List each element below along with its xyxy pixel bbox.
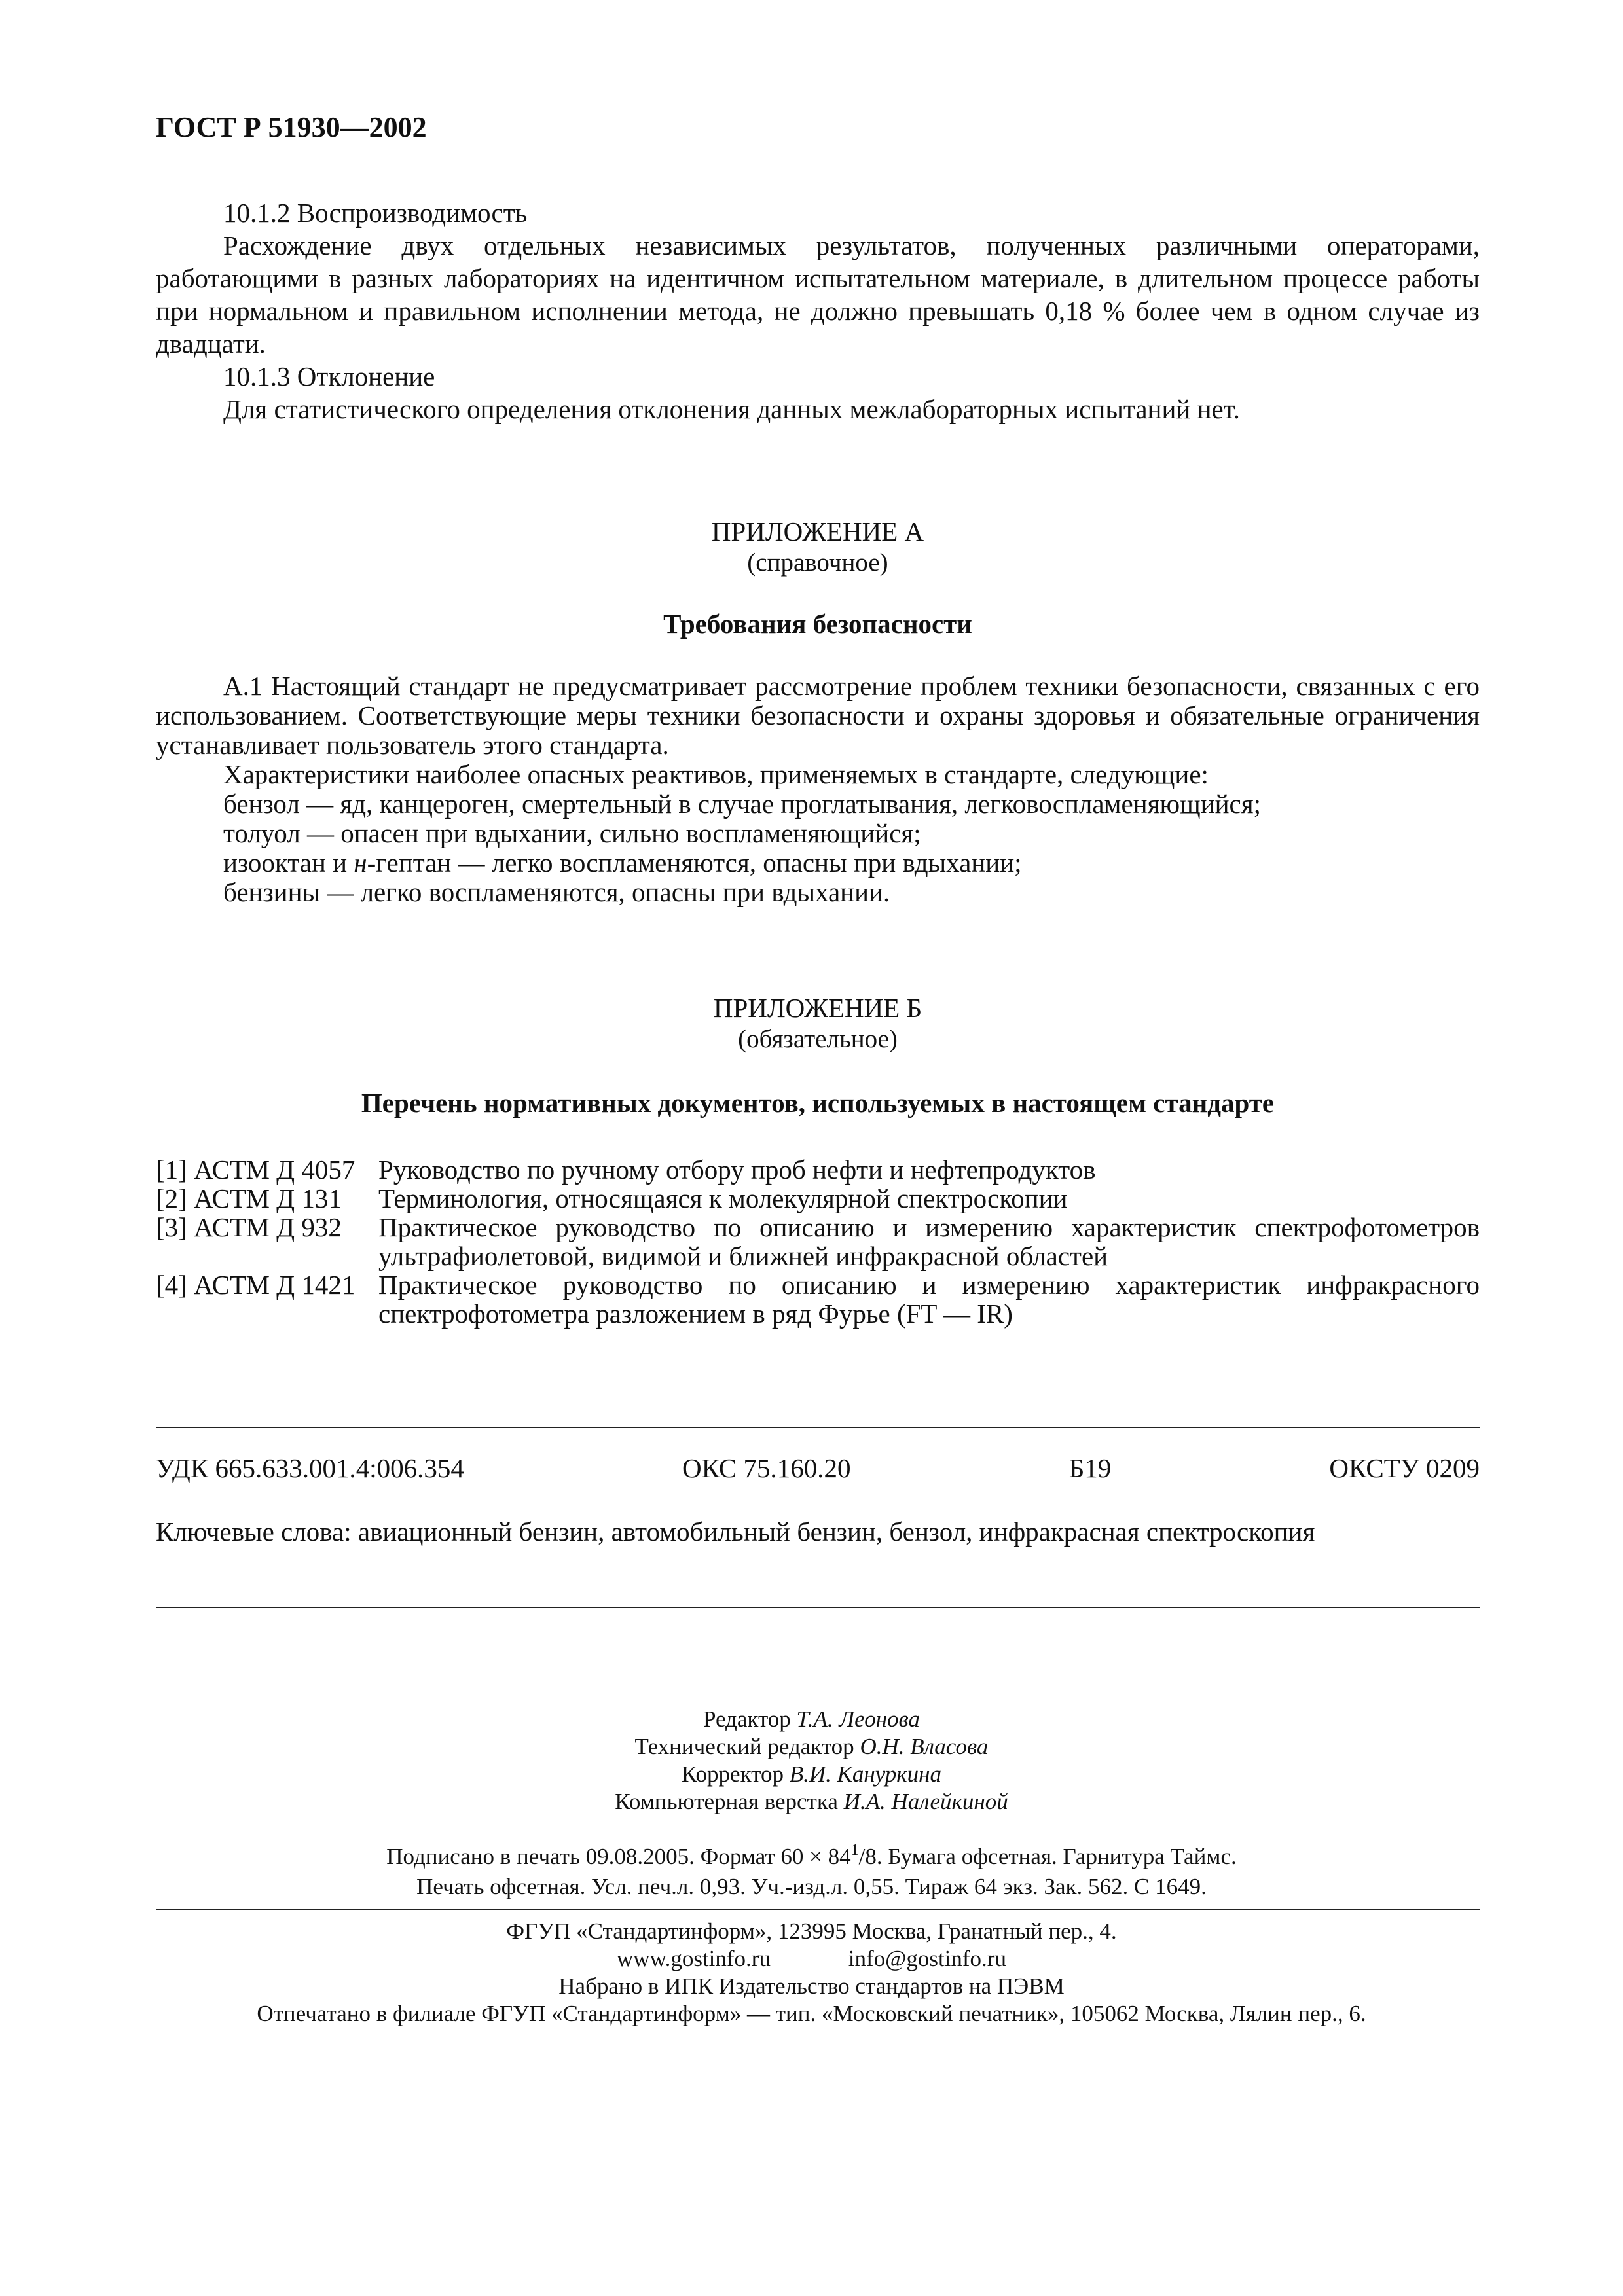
standard-header: ГОСТ Р 51930—2002 [156,111,427,143]
reference-title: Практическое руководство по описанию и измерению характеристик спектрофотометров ультрафиолетовой, видимой и ближней инфракрасной областей [378,1212,1480,1271]
section-10-1-2 [156,196,1480,425]
reference-item [156,1213,1480,1270]
print-info [0,1835,1623,1902]
appendix-b-heading: Перечень нормативных документов, используемых в настоящем стандарте [361,1088,1275,1118]
classification-row [156,1452,1480,1484]
reference-number: [2] АСТМ Д 131 [156,1183,342,1213]
reference-title: Руководство по ручному отбору проб нефти и нефтепродуктов [378,1155,1096,1185]
hazard-item: толуол — опасен при вдыхании, сильно воспламеняющийся; [223,818,921,848]
reference-list [156,1155,1480,1328]
credit-line: Корректор В.И. Кануркина [681,1761,942,1787]
oks-code: ОКС 75.160.20 [682,1453,851,1483]
hazard-intro: Характеристики наиболее опасных реактивов, применяемых в стандарте, следующие: [223,759,1209,789]
email-link[interactable]: info@gostinfo.ru [848,1946,1006,1971]
appendix-a-heading: Требования безопасности [663,609,972,639]
reference-item [156,1184,1480,1213]
paragraph-a1: А.1 Настоящий стандарт не предусматривает рассмотрение проблем техники безопасности, связанных с его использованием. Соответствующие меры техники безопасности и охраны здоровья и обязательные ограничения устанавливает пользователь этого стандарта. [156,671,1480,760]
printed-info: Отпечатано в филиале ФГУП «Стандартинформ» — тип. «Московский печатник», 105062 Москва, Лялин пер., 6. [257,2001,1366,2026]
typeset-info: Набрано в ИПК Издательство стандартов на ПЭВМ [558,1973,1065,1999]
hazard-item: изооктан и н-гептан — легко воспламеняются, опасны при вдыхании; [223,848,1022,878]
section-heading: 10.1.3 Отклонение [223,361,435,391]
okstu-code: ОКСТУ 0209 [1329,1453,1480,1483]
reference-number: [4] АСТМ Д 1421 [156,1270,356,1300]
hazard-item: бензол — яд, канцероген, смертельный в случае проглатывания, легковоспламеняющийся; [223,789,1262,819]
appendix-a-title: ПРИЛОЖЕНИЕ А [711,516,924,547]
section-text: Расхождение двух отдельных независимых результатов, полученных различными операторами, работающими в разных лабораториях на идентичном испытательном материале, в длительном процессе работы при нормальном и правильном исполнении метода, не должно превышать 0,18 % более чем в одном случае из двадцати. [156,230,1480,359]
website-link[interactable]: www.gostinfo.ru [617,1946,771,1971]
reference-item [156,1270,1480,1328]
reference-title: Практическое руководство по описанию и измерению характеристик инфракрасного спектрофотометра разложением в ряд Фурье (FT — IR) [378,1270,1480,1329]
appendix-b-title: ПРИЛОЖЕНИЕ Б [713,993,922,1023]
publisher-name: ФГУП «Стандартинформ», 123995 Москва, Гранатный пер., 4. [506,1918,1117,1944]
appendix-a-status: (справочное) [747,548,888,577]
credit-line: Технический редактор О.Н. Власова [634,1734,989,1759]
section-text: Для статистического определения отклонения данных межлабораторных испытаний нет. [223,394,1240,424]
section-heading: 10.1.2 Воспроизводимость [223,198,528,228]
reference-number: [1] АСТМ Д 4057 [156,1155,356,1185]
print-info-line: Подписано в печать 09.08.2005. Формат $60 \times 84^1/8$. Бумага офсетная. Гарнитура Таймс. [386,1842,1237,1869]
reference-title: Терминология, относящаяся к молекулярной спектроскопии [378,1183,1068,1213]
credit-line: Редактор Т.А. Леонова [702,1706,921,1732]
udk-code: УДК 665.633.001.4:006.354 [156,1453,464,1483]
divider [156,1427,1480,1428]
group-code: Б19 [1068,1453,1112,1483]
reference-number: [3] АСТМ Д 932 [156,1212,342,1242]
print-info-line: Печать офсетная. Усл. печ.л. 0,93. Уч.-изд.л. 0,55. Тираж 64 экз. Зак. 562. С 1649. [416,1874,1207,1899]
appendix-b-status: (обязательное) [738,1025,898,1053]
keywords: Ключевые слова: авиационный бензин, автомобильный бензин, бензол, инфракрасная спектроскопия [156,1516,1315,1547]
hazard-item: бензины — легко воспламеняются, опасны при вдыхании. [223,877,890,907]
credit-line: Компьютерная верстка И.А. Налейкиной [615,1789,1008,1814]
divider [156,1909,1480,1910]
appendix-a-body [156,672,1480,907]
publisher-info [0,1918,1623,2028]
reference-item [156,1155,1480,1184]
divider [156,1607,1480,1608]
publisher-contacts [0,1945,1623,1973]
credits [0,1706,1623,1816]
